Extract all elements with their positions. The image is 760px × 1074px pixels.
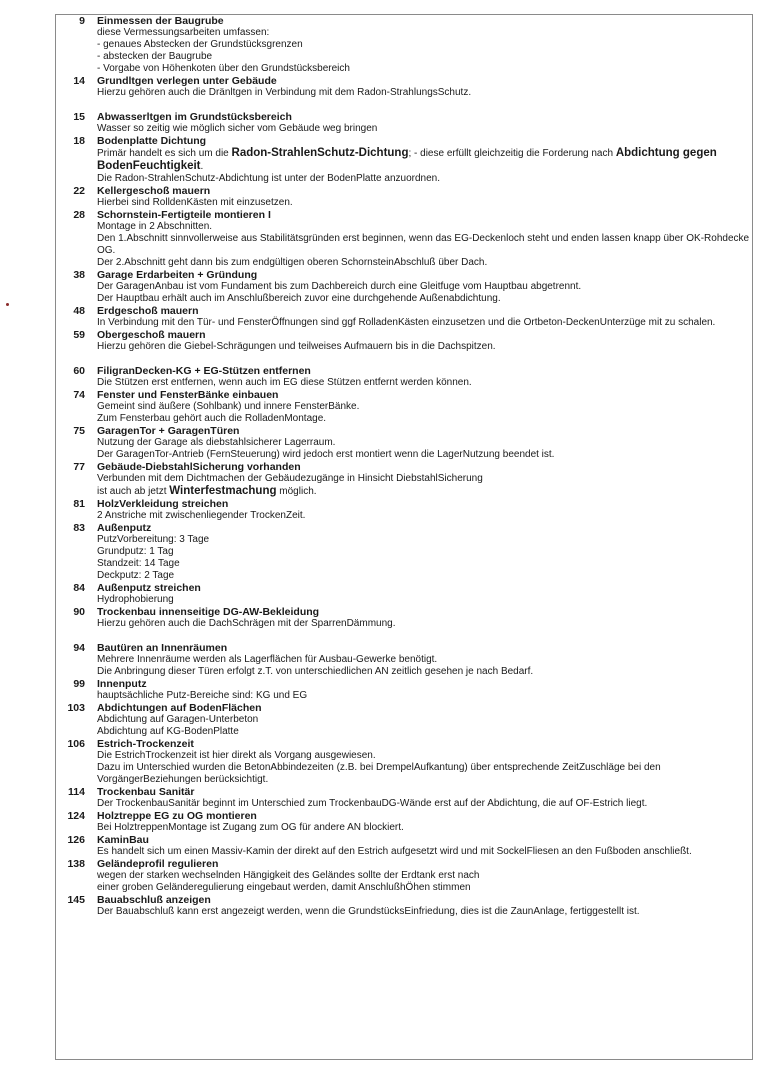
highlighted-term: Winterfestmachung [169, 485, 277, 497]
entry-text-line: - Vorgabe von Höhenkoten über den Grundstücksbereich [97, 63, 350, 74]
entry-title: Erdgeschoß mauern [97, 305, 199, 317]
schedule-entry [58, 834, 752, 858]
entry-text-line: Hierzu gehören auch die Dränltgen in Verbindung mit dem Radon-StrahlungsSchutz. [97, 87, 472, 98]
entry-text-line: Den 1.Abschnitt sinnvollerweise aus Stabilitätsgründen erst beginnen, wenn das EG-Deckenloch steht und enden lassen knapp über OK-Rohdecke OG. [97, 233, 750, 256]
entry-text-line: Der Hauptbau erhält auch im Anschlußbereich zuvor eine durchgehende Außenabdichtung. [97, 293, 501, 304]
schedule-entry [58, 702, 752, 738]
entry-number: 28 [73, 209, 85, 221]
entry-title: Garage Erdarbeiten + Gründung [97, 269, 258, 281]
entry-text-line: PutzVorbereitung: 3 Tage [97, 534, 210, 545]
schedule-entry [58, 15, 752, 75]
entry-title: Obergeschoß mauern [97, 329, 206, 341]
entry-number: 60 [73, 365, 85, 377]
scan-mark [6, 303, 9, 306]
entry-title: Einmessen der Baugrube [97, 15, 224, 27]
entry-text-line: Es handelt sich um einen Massiv-Kamin der direkt auf den Estrich aufgesetzt wird und mit SockelFliesen an den Fußboden anschließt. [97, 846, 692, 857]
entry-number: 124 [67, 810, 85, 822]
entry-title: KaminBau [97, 834, 149, 846]
entry-title: Trockenbau innenseitige DG-AW-Bekleidung [97, 606, 320, 618]
entry-number: 103 [67, 702, 85, 714]
schedule-entry [58, 786, 752, 810]
entry-text-line: Deckputz: 2 Tage [97, 570, 175, 581]
entry-title: Gebäude-DiebstahlSicherung vorhanden [97, 461, 301, 473]
entry-text-line: wegen der starken wechselnden Hängigkeit des Geländes sollte der Erdtank erst nach [97, 870, 480, 881]
entry-text-line: Der TrockenbauSanitär beginnt im Unterschied zum TrockenbauDG-Wände erst auf der Abdichtung, die auf OF-Estrich liegt. [97, 798, 648, 809]
entry-number: 84 [73, 582, 85, 594]
schedule-notes-list [58, 15, 752, 918]
entry-number: 94 [73, 642, 85, 654]
entry-number: 90 [73, 606, 85, 618]
entry-number: 18 [73, 135, 85, 147]
entry-number: 81 [73, 498, 85, 510]
entry-text-line: Gemeint sind äußere (Sohlbank) und innere FensterBänke. [97, 401, 360, 412]
entry-number: 38 [73, 269, 85, 281]
entry-text-line: Abdichtung auf Garagen-Unterbeton [97, 714, 259, 725]
schedule-entry [58, 269, 752, 305]
schedule-entry [58, 738, 752, 786]
entry-text-line: Hydrophobierung [97, 594, 174, 605]
schedule-entry [58, 894, 752, 918]
entry-number: 48 [73, 305, 85, 317]
schedule-entry [58, 185, 752, 209]
entry-title: Bauabschluß anzeigen [97, 894, 211, 906]
entry-text-line: Hierzu gehören auch die DachSchrägen mit der SparrenDämmung. [97, 618, 396, 629]
entry-text-line: Hierbei sind RolldenKästen mit einzusetzen. [97, 197, 293, 208]
entry-title: Außenputz [97, 522, 152, 534]
text-segment: ; - diese erfüllt gleichzeitig die Forderung nach [408, 148, 616, 159]
entry-title: Grundltgen verlegen unter Gebäude [97, 75, 277, 87]
entry-title: Estrich-Trockenzeit [97, 738, 194, 750]
entry-text-line: Der GaragenTor-Antrieb (FernSteuerung) wird jedoch erst montiert wenn die LagerNutzung beendet ist. [97, 449, 555, 460]
entry-text-line [97, 147, 752, 173]
text-segment: möglich. [276, 486, 317, 497]
highlighted-term: Abdichtung gegen BodenFeuchtigkeit [97, 147, 717, 172]
entry-number: 99 [73, 678, 85, 690]
schedule-entry [58, 522, 752, 582]
entry-text-line: Mehrere Innenräume werden als Lagerflächen für Ausbau-Gewerke benötigt. [97, 654, 438, 665]
entry-title: Bodenplatte Dichtung [97, 135, 207, 147]
entry-text-line: Hierzu gehören die Giebel-Schrägungen und teilweises Aufmauern bis in die Dachspitzen. [97, 341, 496, 352]
schedule-entry [58, 606, 752, 630]
entry-text-line: Zum Fensterbau gehört auch die RolladenMontage. [97, 413, 327, 424]
entry-number: 114 [68, 786, 85, 798]
entry-number: 77 [73, 461, 85, 473]
schedule-entry [58, 75, 752, 99]
entry-text-line: Nutzung der Garage als diebstahlsicherer Lagerraum. [97, 437, 336, 448]
entry-text-line: Montage in 2 Abschnitten. [97, 221, 213, 232]
entry-text-line: Standzeit: 14 Tage [97, 558, 180, 569]
entry-text-line: Bei HolztreppenMontage ist Zugang zum OG für andere AN blockiert. [97, 822, 404, 833]
entry-text-line: - genaues Abstecken der Grundstücksgrenzen [97, 39, 303, 50]
entry-text-line: einer groben Geländeregulierung eingebaut werden, damit AnschlußhÖhen stimmen [97, 882, 471, 893]
entry-number: 145 [67, 894, 85, 906]
schedule-entry [58, 329, 752, 353]
entry-title: Abwasserltgen im Grundstücksbereich [97, 111, 292, 123]
entry-number: 9 [79, 15, 85, 27]
entry-text-line: Die Stützen erst entfernen, wenn auch im EG diese Stützen entfernt werden können. [97, 377, 472, 388]
entry-title: FiligranDecken-KG + EG-Stützen entfernen [97, 365, 311, 377]
entry-number: 126 [67, 834, 85, 846]
entry-text-line: 2 Anstriche mit zwischenliegender TrockenZeit. [97, 510, 306, 521]
entry-number: 138 [67, 858, 85, 870]
entry-text-line: In Verbindung mit den Tür- und FensterÖffnungen sind ggf RolladenKästen einzusetzen und die Ortbeton-DeckenUnterzüge mit zu schalen. [97, 317, 716, 328]
schedule-entry [58, 678, 752, 702]
entry-text-line: Dazu im Unterschied wurden die BetonAbbindezeiten (z.B. bei DrempelAufkantung) über entsprechende ZeitZuschläge bei den VorgängerBeziehungen berücksichtigt. [97, 762, 661, 785]
schedule-entry [58, 642, 752, 678]
entry-text-line: Die EstrichTrockenzeit ist hier direkt als Vorgang ausgewiesen. [97, 750, 376, 761]
entry-number: 83 [73, 522, 85, 534]
entry-title: Trockenbau Sanitär [97, 786, 195, 798]
entry-text-line: - abstecken der Baugrube [97, 51, 213, 62]
entry-number: 75 [73, 425, 85, 437]
schedule-entry [58, 365, 752, 389]
highlighted-term: Radon-StrahlenSchutz-Dichtung [231, 147, 409, 159]
entry-text-line: hauptsächliche Putz-Bereiche sind: KG und EG [97, 690, 308, 701]
text-segment: ist auch ab jetzt [97, 486, 170, 497]
schedule-entry [58, 135, 752, 185]
schedule-entry [58, 305, 752, 329]
entry-text-line: Die Anbringung dieser Türen erfolgt z.T. von unterschiedlichen AN zeitlich gesehen je nach Bedarf. [97, 666, 534, 677]
entry-text-line: Wasser so zeitig wie möglich sicher vom Gebäude weg bringen [97, 123, 378, 134]
schedule-entry [58, 498, 752, 522]
entry-text-line: Der GaragenAnbau ist vom Fundament bis zum Dachbereich durch eine Gleitfuge vom Hauptbau abgetrennt. [97, 281, 582, 292]
text-segment: Primär handelt es sich um die [97, 148, 232, 159]
entry-title: Außenputz streichen [97, 582, 201, 594]
entry-text-line: Verbunden mit dem Dichtmachen der Gebäudezugänge in Hinsicht DiebstahlSicherung [97, 473, 483, 484]
entry-number: 15 [73, 111, 85, 123]
entry-title: Geländeprofil regulieren [97, 858, 219, 870]
entry-title: HolzVerkleidung streichen [97, 498, 229, 510]
schedule-entry [58, 810, 752, 834]
entry-text-line: Grundputz: 1 Tag [97, 546, 174, 557]
entry-text-line: Abdichtung auf KG-BodenPlatte [97, 726, 239, 737]
entry-number: 14 [73, 75, 85, 87]
entry-title: Innenputz [97, 678, 147, 690]
entry-text-line [97, 485, 752, 498]
entry-number: 59 [73, 329, 85, 341]
schedule-entry [58, 461, 752, 498]
entry-text-line: Der 2.Abschnitt geht dann bis zum endgültigen oberen SchornsteinAbschluß über Dach. [97, 257, 488, 268]
schedule-entry [58, 209, 752, 269]
entry-title: GaragenTor + GaragenTüren [97, 425, 240, 437]
schedule-entry [58, 389, 752, 425]
entry-title: Abdichtungen auf BodenFlächen [97, 702, 262, 714]
entry-title: Kellergeschoß mauern [97, 185, 211, 197]
entry-text-line: Der Bauabschluß kann erst angezeigt werden, wenn die GrundstücksEinfriedung, dies ist die ZaunAnlage, fertiggestellt ist. [97, 906, 640, 917]
schedule-entry [58, 858, 752, 894]
entry-text-line: Die Radon-StrahlenSchutz-Abdichtung ist unter der BodenPlatte anzuordnen. [97, 173, 440, 184]
schedule-entry [58, 582, 752, 606]
entry-title: Bautüren an Innenräumen [97, 642, 228, 654]
schedule-entry [58, 425, 752, 461]
entry-title: Schornstein-Fertigteile montieren I [97, 209, 271, 221]
entry-number: 106 [67, 738, 85, 750]
text-segment: . [200, 161, 204, 172]
entry-title: Holztreppe EG zu OG montieren [97, 810, 257, 822]
entry-title: Fenster und FensterBänke einbauen [97, 389, 279, 401]
entry-number: 74 [73, 389, 85, 401]
entry-text-line: diese Vermessungsarbeiten umfassen: [97, 27, 270, 38]
entry-number: 22 [73, 185, 85, 197]
schedule-entry [58, 111, 752, 135]
